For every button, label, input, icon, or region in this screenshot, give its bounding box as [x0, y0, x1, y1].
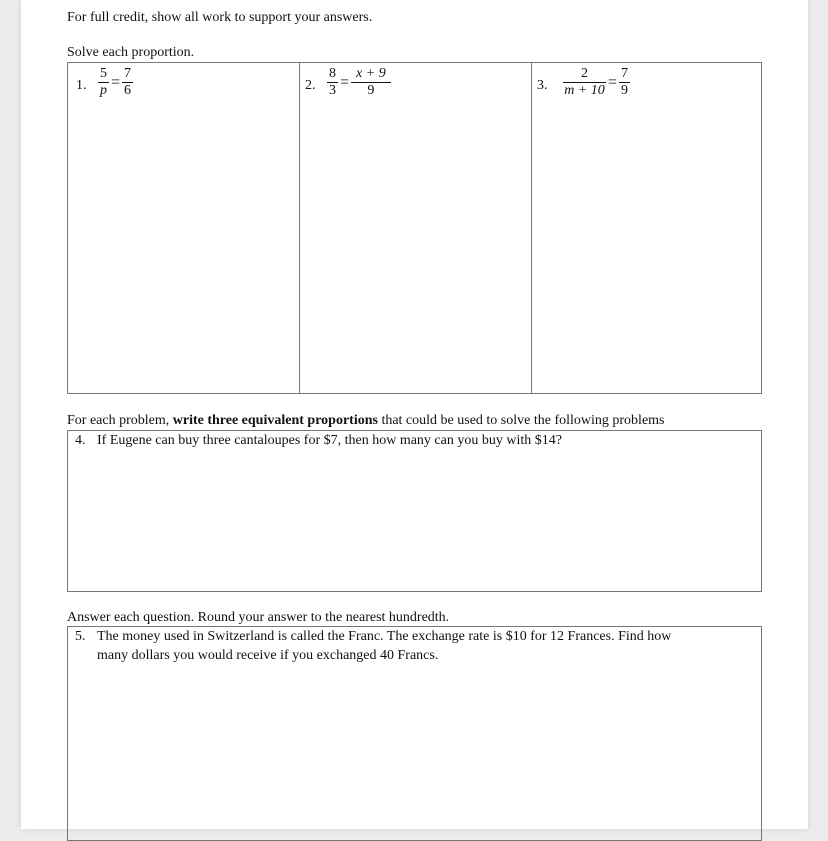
fraction: $\frac{2}{m + 10}$ — [564, 66, 605, 98]
fraction: $\frac{7}{6}$ — [124, 66, 132, 98]
problem-number: 5. — [75, 629, 86, 644]
proportion-table — [67, 62, 762, 394]
section3-heading: Answer each question. Round your answer to the nearest hundredth. — [67, 610, 450, 625]
problem-number: 3. — [537, 78, 548, 93]
problem-text: The money used in Switzerland is called the Franc. The exchange rate is $10 for 12 Frances. Find how — [97, 629, 672, 644]
problem-number: 1. — [76, 78, 87, 93]
problem-cell-2: 2. $\frac{8}{3}$ = $\frac{x + 9}{9}$ — [299, 63, 532, 393]
section2-heading: For each problem, write three equivalent proportions that could be used to solve the following problems — [67, 413, 665, 428]
fraction: $\frac{7}{9}$ — [621, 66, 629, 98]
problem-cell-3: 3. $\frac{2}{m + 10}$ = $\frac{7}{9}$ — [537, 66, 629, 98]
problem-text: many dollars you would receive if you exchanged 40 Francs. — [97, 648, 439, 663]
problem-number: 2. — [305, 78, 316, 93]
fraction: $\frac{8}{3}$ — [329, 66, 336, 98]
problem-number: 4. — [75, 433, 86, 448]
problem-text: If Eugene can buy three cantaloupes for $7, then how many can you buy with $14? — [97, 433, 562, 448]
fraction: $\frac{x + 9}{9}$ — [351, 66, 391, 99]
fraction: $\frac{5}{p}$ — [100, 66, 107, 98]
section1-heading: Solve each proportion. — [67, 45, 195, 60]
problem-cell-1: 1. $\frac{5}{p}$ = $\frac{7}{6}$ — [68, 63, 300, 393]
problem-4-box — [67, 430, 762, 592]
instructions: For full credit, show all work to support your answers. — [67, 10, 373, 25]
problem-5-box — [67, 626, 762, 841]
